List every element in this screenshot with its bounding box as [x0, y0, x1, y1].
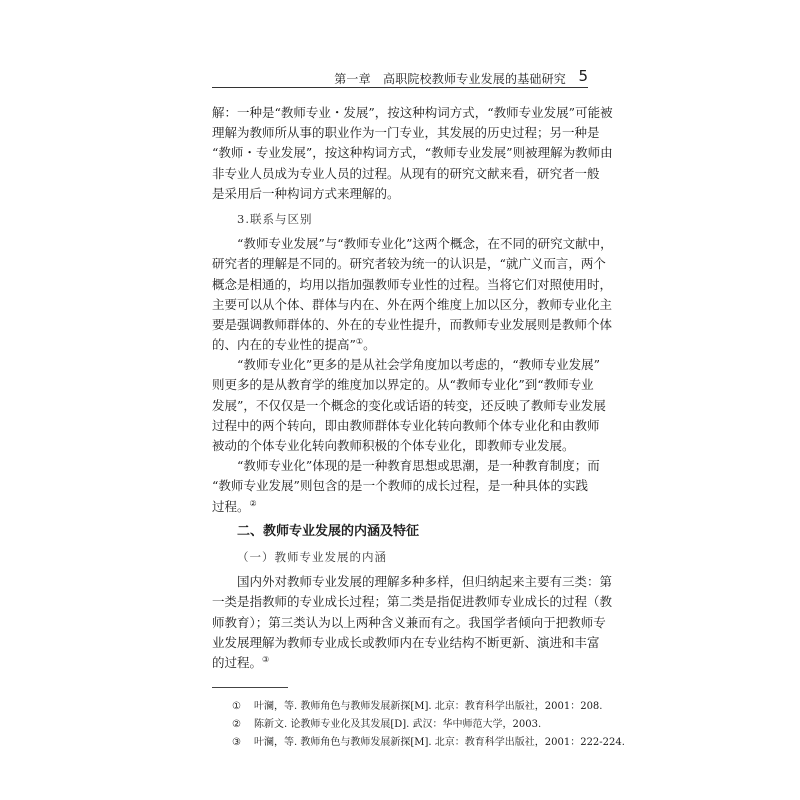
line-text: 的过程。: [212, 654, 263, 670]
footnote-mark: ①: [232, 701, 241, 713]
paragraph-comparison: [212, 234, 613, 355]
section-heading: 二、教师专业发展的内涵及特征: [237, 523, 420, 539]
paragraph-turn: [212, 355, 606, 456]
running-header: [212, 66, 588, 88]
paragraph-connotation: [212, 572, 613, 673]
footnote-item: [212, 734, 625, 752]
text-line: [212, 335, 588, 355]
text-line: 则更多的是从教育学的维度加以界定的。从“教师专业化”到“教师专业: [212, 377, 594, 393]
paragraph-practice: [212, 456, 600, 517]
footnote-mark: ②: [232, 719, 241, 731]
footnotes: [212, 698, 625, 752]
line-text: 的、内在的专业性的提高”: [212, 337, 356, 353]
text-line: “教师・专业发展”，按这种构词方式，“教师专业发展”则被理解为教师由: [212, 145, 613, 161]
text-line: 被动的个体专业化转向教师积极的个体专业化，即教师专业发展。: [212, 438, 575, 453]
header-rule: [212, 87, 588, 88]
footnote-mark: ③: [232, 737, 241, 749]
page-number: 5: [578, 67, 588, 85]
footnote-item: [212, 716, 588, 734]
footnote-item: [212, 698, 603, 716]
text-line: 是采用后一种构词方式来理解的。: [212, 185, 400, 201]
text-line: “教师专业发展”与“教师专业化”这两个概念，在不同的研究文献中，: [237, 236, 613, 252]
footnote-text: 陈新文. 论教师专业化及其发展[D]. 武汉：华中师范大学，2003.: [254, 719, 542, 731]
footnote-ref-2[interactable]: ②: [249, 498, 257, 508]
page-body: [212, 103, 625, 752]
line-end: 。: [363, 337, 376, 353]
text-line: 一类是指教师的专业成长过程；第二类是指促进教师专业成长的过程（教: [212, 594, 613, 610]
line-text: 过程。: [212, 498, 250, 514]
paragraph-definition: [212, 103, 613, 204]
footnote-ref-1[interactable]: ①: [355, 336, 364, 346]
footnote-ref-3[interactable]: ③: [262, 654, 270, 664]
text-line: [212, 497, 588, 517]
text-line: “教师专业化”更多的是从社会学角度加以考虑的，“教师专业发展”: [237, 357, 601, 373]
footnote-text: 叶澜，等. 教师角色与教师发展新探[M]. 北京：教育科学出版社，2001：208.: [254, 701, 603, 713]
text-line: [212, 653, 588, 673]
text-line: 概念是相通的，均用以指加强教师专业性的过程。当将它们对照使用时，: [212, 276, 613, 292]
text-line: 主要可以从个体、群体与内在、外在两个维度上加以区分，教师专业化主: [212, 296, 613, 312]
footnote-text: 叶澜，等. 教师角色与教师发展新探[M]. 北京：教育科学出版社，2001：222-224.: [254, 737, 625, 749]
text-line: 理解为教师所从事的职业作为一门专业，其发展的历史过程；另一种是: [212, 125, 600, 141]
text-line: 过程中的两个转向，即由教师群体专业化转向教师个体专业化和由教师: [212, 417, 600, 433]
text-line: 解：一种是“教师专业・发展”，按这种构词方式，“教师专业发展”可能被: [212, 105, 613, 120]
text-line: 业发展理解为教师专业成长或教师内在专业结构不断更新、演进和丰富: [212, 634, 600, 650]
text-line: 要是强调教师群体的、外在的专业性提升，而教师专业发展则是教师个体: [212, 316, 613, 332]
chapter-title: 第一章 高职院校教师专业发展的基础研究: [334, 72, 566, 86]
footnote-rule: [212, 687, 288, 688]
subsection-heading: （一）教师专业发展的内涵: [237, 549, 387, 564]
text-line: “教师专业发展”则包含的是一个教师的成长过程，是一种具体的实践: [212, 478, 588, 494]
text-line: “教师专业化”体现的是一种教育思想或思潮，是一种教育制度；而: [237, 458, 600, 474]
subheading-relation: 3.联系与区别: [237, 211, 313, 226]
text-line: 师教育）；第三类认为以上两种含义兼而有之。我国学者倾向于把教师专: [212, 614, 606, 630]
text-line: 研究者的理解是不同的。研究者较为统一的认识是，“就广义而言，两个: [212, 256, 606, 272]
text-line: 发展”，不仅仅是一个概念的变化或话语的转变，还反映了教师专业发展: [212, 397, 606, 413]
text-line: 非专业人员成为专业人员的过程。从现有的研究文献来看，研究者一般: [212, 165, 600, 181]
text-line: 国内外对教师专业发展的理解多种多样，但归纳起来主要有三类：第: [237, 574, 613, 590]
